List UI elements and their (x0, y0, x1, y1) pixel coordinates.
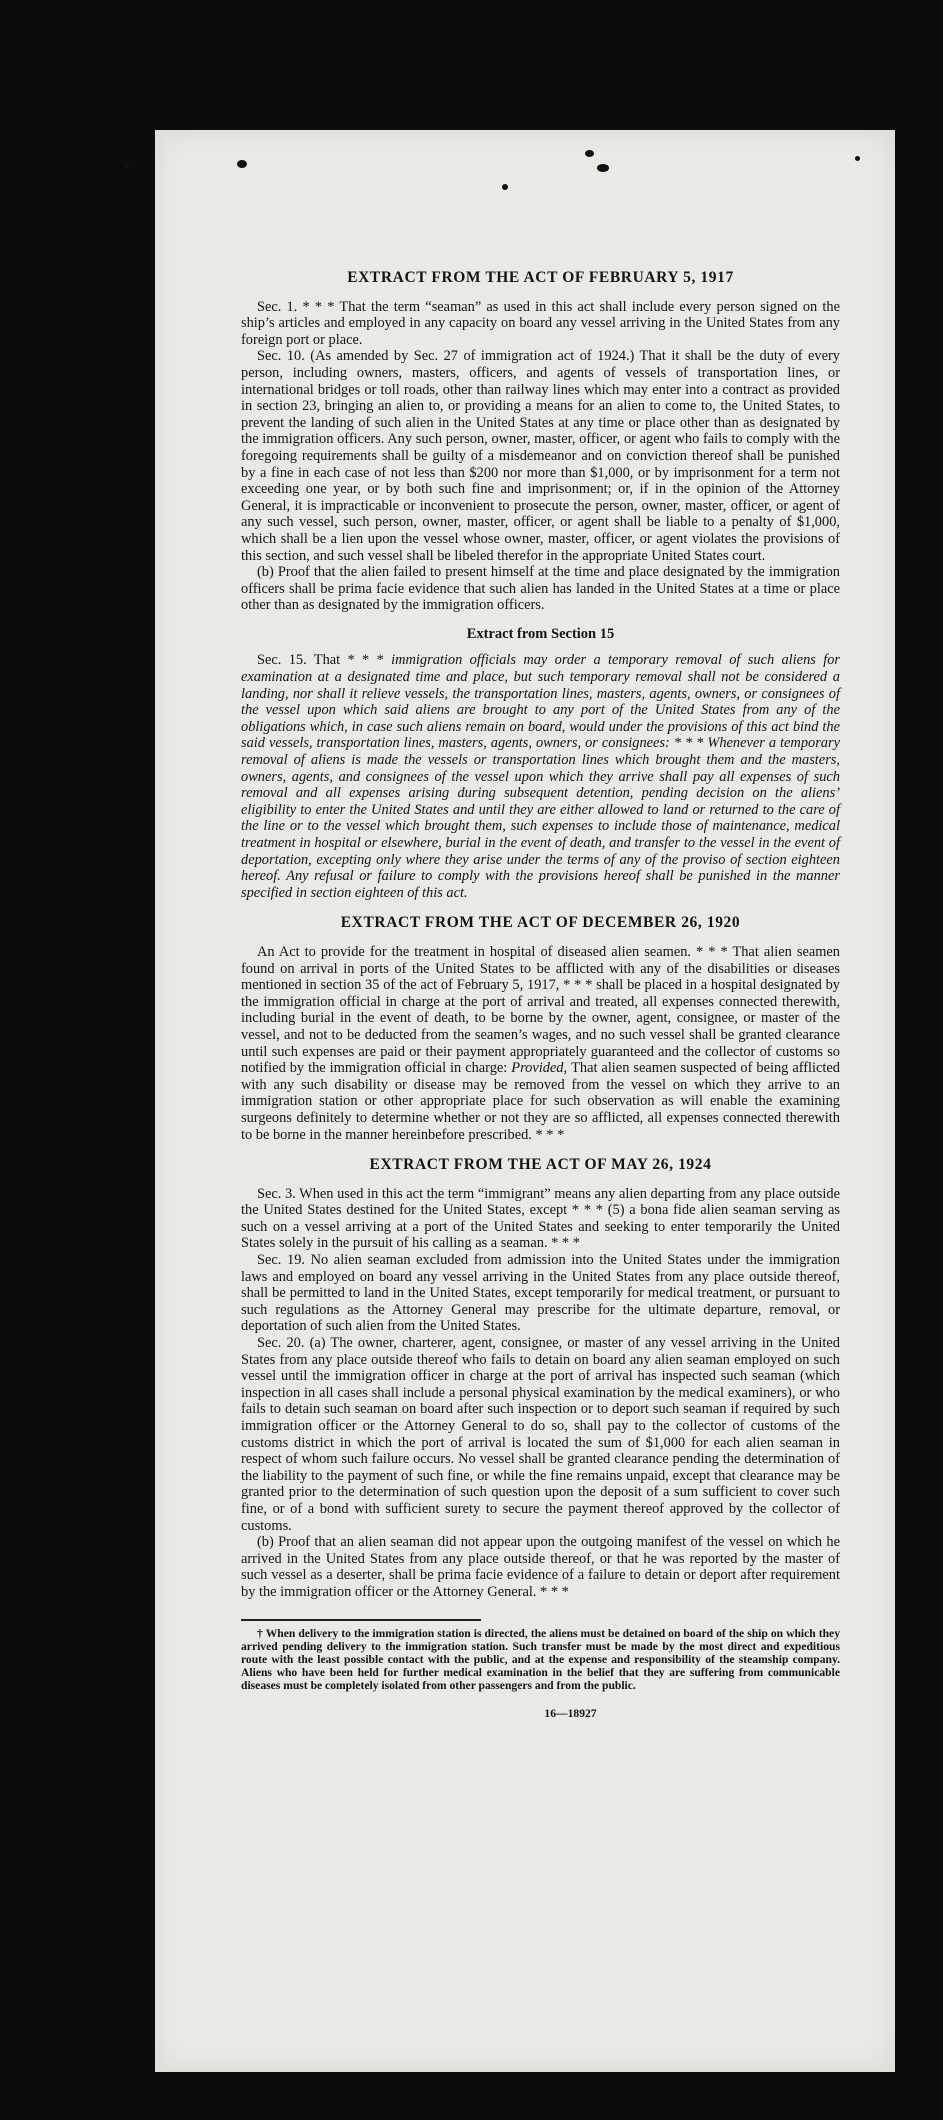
paragraph-sec-20-b: (b) Proof that an alien seaman did not appear upon the outgoing manifest of the vessel on which he arrived in the United States from any place outside thereof, or that he was reported by the master of such vessel as a deserter, shall be prima facie evidence of a failure to detain or deport after requirement by the immigration officer or the Attorney General. * * * (241, 1534, 840, 1600)
paragraph-sec-10: Sec. 10. (As amended by Sec. 27 of immigration act of 1924.) That it shall be the duty of every person, including owners, masters, officers, and agents of vessels of transportation lines, or international bridges or toll roads, other than railway lines which may enter into a contract as provided in section 23, bringing an alien to, or providing a means for an alien to come to, the United States, to prevent the landing of such alien in the United States at any time or place other than as designated by the immigration officers. Any such person, owner, master, officer, or agent who fails to comply with the foregoing requirements shall be guilty of a misdemeanor and on conviction thereof shall be punished by a fine in each case of not less than $200 nor more than $1,000, or by imprisonment for a term not exceeding one year, or by both such fine and imprisonment; or, if in the opinion of the Attorney General, it is impracticable or inconvenient to prosecute the person, owner, master, officer, or agent of any such vessel, such person, owner, master, officer, or agent shall be liable to a penalty of $1,000, which shall be a lien upon the vessel whose owner, master, officer, or agent violates the provisions of this section, and such vessel shall be libeled therefor in the appropriate United States court. (241, 348, 840, 564)
paragraph-sec-15 (241, 652, 840, 901)
paragraph-sec-1: Sec. 1. * * * That the term “seaman” as used in this act shall include every person signed on the ship’s articles and employed in any capacity on board any vessel arriving in the United States from any foreign port or place. (241, 298, 840, 348)
ink-speck (585, 150, 594, 157)
paragraph-sec-10-b: (b) Proof that the alien failed to present himself at the time and place designated by the immigration officers shall be prima facie evidence that such alien has landed in the United States at a time or place other than as designated by the immigration officers. (241, 564, 840, 614)
ink-speck (855, 156, 860, 161)
footnote: † When delivery to the immigration station is directed, the aliens must be detained on board of the ship on which they arrived pending delivery to the immigration station. Such transfer must be made by the most direct and expeditious route with the least possible contact with the public, and at the expense and responsibility of the steamship company. Aliens who have been held for further medical examination in the belief that they are suffering from communicable diseases must be completely isolated from other passengers and from the public. (241, 1626, 840, 1692)
footnote-divider (241, 1619, 481, 1621)
act-1920-rest: That alien seamen suspected of being afflicted with any such disability or disease may be removed from the vessel on which they arrive to an immigration station or other appropriate place for such observation as will enable the examining surgeons definitely to determine whether or not they are so afflicted, all expenses connected therewith to be borne in the manner hereinbefore prescribed. * * * (241, 1060, 841, 1143)
paragraph-act-1920 (241, 944, 840, 1143)
act-1920-provided: Provided, (511, 1060, 572, 1077)
subheading-section-15: Extract from Section 15 (466, 625, 615, 642)
paragraph-sec-19: Sec. 19. No alien seaman excluded from admission into the United States under the immigration laws and employed on board any vessel arriving in the United States from any place outside thereof, shall be permitted to land in the United States, except temporarily for medical treatment, or pursuant to such regulations as the Attorney General may prescribe for the ultimate departure, removal, or deportation of such alien from the United States. (241, 1252, 840, 1335)
document-number: 16—18927 (544, 1706, 597, 1720)
document-body (241, 270, 840, 1722)
document-page (155, 130, 895, 2072)
ink-speck (597, 164, 609, 172)
act-1920-lead: An Act to provide for the treatment in hospital of diseased alien seamen. * * * That alien seamen found on arrival in ports of the United States to be afflicted with any of the disabilities or diseases mentioned in section 35 of the act of February 5, 1917, * * * shall be placed in a hospital designated by the immigration official in charge at the port of arrival and treated, all expenses connected therewith, including burial in the event of death, to be borne by the owner, agent, consignee, or master of the vessel, and not to be deducted from the seamen’s wages, and no such vessel shall be granted clearance until such expenses are paid or their payment appropriately guaranteed and the collector of customs so notified by the immigration official in charge: (241, 943, 840, 1077)
sec-15-italic-text: immigration officials may order a temporary removal of such aliens for examination at a designated time and place, but such temporary removal shall not be considered a landing, nor shall it relieve vessels, the transportation lines, masters, agents, owners, or consignees of the vessel upon which said aliens are brought to any port of the United States from any of the obligations which, in case such aliens remain on board, would under the provisions of this act bind the said vessels, transportation lines, masters, agents, owners, or consignees: * * * Whenever a temporary removal of aliens is made the vessels or transportation lines which brought them and the masters, owners, agents, and consignees of the vessel upon which they arrive shall pay all expenses of such removal and all expenses arising during subsequent detention, pending decision on the aliens’ eligibility to enter the United States and until they are either allowed to land or returned to the care of the line or to the vessel which brought them, such expenses to include those of maintenance, medical treatment in hospital or elsewhere, burial in the event of death, and transfer to the vessel in the event of deportation, excepting only where they arise under the terms of any of the proviso of section eighteen hereof. Any refusal or failure to comply with the provisions hereof shall be punished in the manner specified in section eighteen of this act. (241, 652, 840, 901)
heading-act-1924: EXTRACT FROM THE ACT OF MAY 26, 1924 (369, 1156, 712, 1174)
paragraph-sec-20-a: Sec. 20. (a) The owner, charterer, agent, consignee, or master of any vessel arriving in the United States from any place outside thereof who fails to detain on board any alien seaman employed on such vessel until the immigration officer in charge at the port of arrival has inspected such seaman (which inspection in all cases shall include a personal physical examination by the medical examiners), or who fails to detain such seaman on board after such inspection or to deport such seaman if required by such immigration officer or the Attorney General to do so, shall pay to the collector of customs of the customs district in which the port of arrival is located the sum of $1,000 for each alien seaman in respect of whom such failure occurs. No vessel shall be granted clearance pending the determination of the liability to the payment of such fine, or while the fine remains unpaid, except that clearance may be granted prior to the determination of such question upon the deposit of a sum sufficient to cover such fine, or of a bond with sufficient surety to secure the payment thereof approved by the collector of customs. (241, 1335, 840, 1534)
heading-act-1920: EXTRACT FROM THE ACT OF DECEMBER 26, 1920 (340, 914, 741, 932)
sec-15-lead: Sec. 15. That * * * (257, 652, 392, 669)
heading-act-1917: EXTRACT FROM THE ACT OF FEBRUARY 5, 1917 (347, 269, 734, 286)
punch-hole-mark (125, 164, 130, 169)
ink-speck (237, 160, 247, 168)
ink-speck (502, 184, 508, 190)
paragraph-sec-3: Sec. 3. When used in this act the term “immigrant” means any alien departing from any place outside the United States destined for the United States, except * * * (5) a bona fide alien seaman serving as such on a vessel arriving at a port of the United States and seeking to enter temporarily the United States solely in the pursuit of his calling as a seaman. * * * (241, 1185, 840, 1252)
